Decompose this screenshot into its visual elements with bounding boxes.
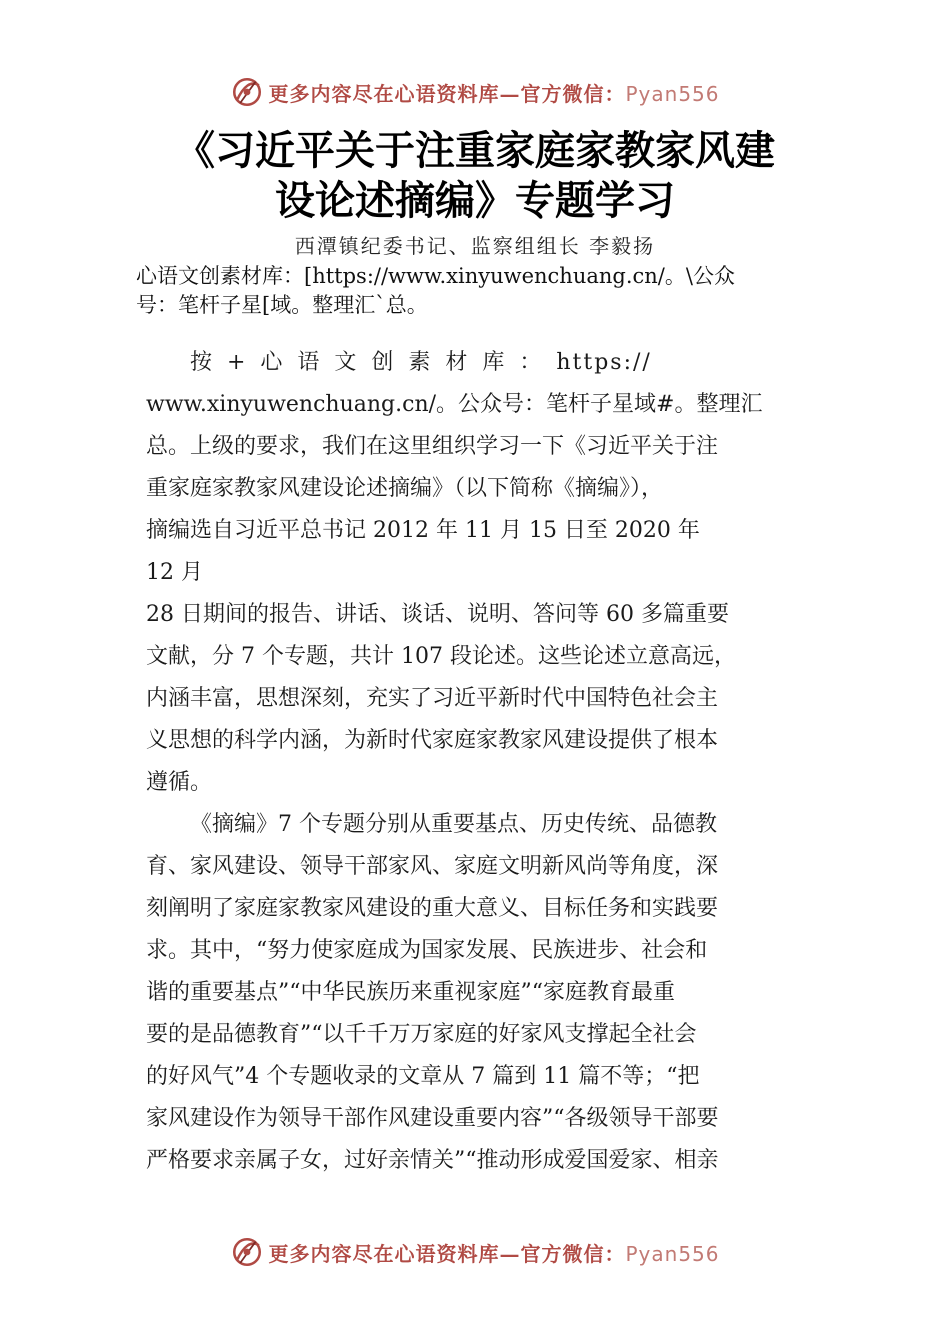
title-line-2: 设论述摘编》专题学习 [275,178,675,224]
paragraph-1: 按 + 心 语 文 创 素 材 库 ： https:// www.xinyuwenchuang.cn/。公众号：笔杆子星域#。整理汇 总。上级的要求，我们在这里组织学习一下《习近平关于注 重家庭家教家风建设论述摘编》（以下简称《摘编》）， 摘编选自习近平总书记 2012 年 11 月 15 日至 2020 年 12 月 [146,350,763,585]
document-body [146,342,810,1182]
logo-icon [230,1235,264,1269]
title-line-1: 《习近平关于注重家庭家教家风建 [175,128,775,174]
paragraph-2: 28 日期间的报告、讲话、谈话、说明、答问等 60 多篇重要 文献，分 7 个专题，共计 107 段论述。这些论述立意高远， 内涵丰富，思想深刻，充实了习近平新时代中国特色社会主 义思想的科学内涵，为新时代家庭家教家风建设提供了根本 遵循。 [146,602,736,795]
header-banner [0,72,950,112]
logo-icon [230,75,264,109]
banner-text: 更多内容尽在心语资料库—官方微信：Pyan556 [268,1241,720,1266]
footer-banner [0,1232,950,1272]
source-note: 心语文创素材库：[https://www.xinyuwenchuang.cn/。\公众 号：笔杆子星[域。整理汇`总。 [136,264,735,317]
document-title [100,126,850,226]
paragraph-3: 《摘编》7 个专题分别从重要基点、历史传统、品德教 育、家风建设、领导干部家风、家庭文明新风尚等角度，深 刻阐明了家庭家教家风建设的重大意义、目标任务和实践要 求。其中，“努力使家庭成为国家发展、民族进步、社会和 谐的重要基点”“中华民族历来重视家庭”“家庭教育最重 要的是品德教育”“以千千万万家庭的好家风支撑起全社会 的好风气”4 个专题收录的文章从 7 篇到 11 篇不等；“把 家风建设作为领导干部作风建设重要内容”“各级领导干部要 严格要求亲属子女，过好亲情关”“推动形成爱国爱家、相亲 [146,812,719,1173]
author-line: 西潭镇纪委书记、监察组组长 李毅扬 [294,234,656,258]
banner-text: 更多内容尽在心语资料库—官方微信：Pyan556 [268,81,720,106]
